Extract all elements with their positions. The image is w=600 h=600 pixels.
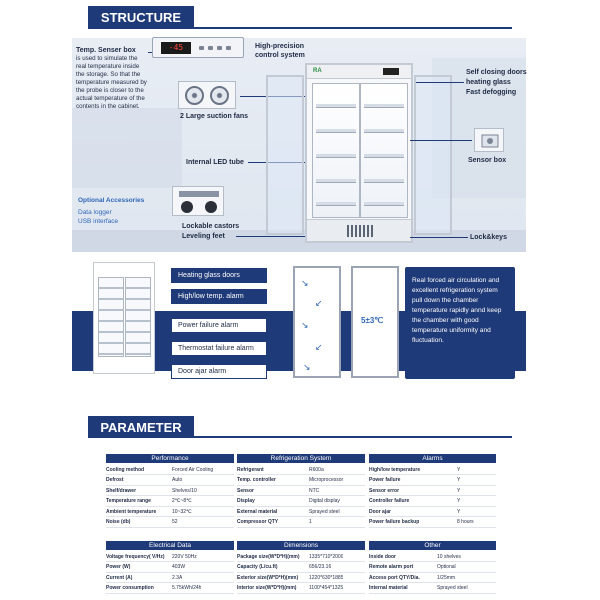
table-row xyxy=(369,507,496,517)
param-key: Power failure backup xyxy=(369,519,420,525)
control-button-icon xyxy=(208,46,213,50)
param-value: R600a xyxy=(309,466,324,473)
param-value: Optional xyxy=(437,564,456,570)
feature-thermostat-alarm: Thermostat failure alarm xyxy=(171,341,267,356)
parameter-title: PARAMETER xyxy=(88,416,194,438)
param-key: Remote alarm port xyxy=(369,564,414,570)
param-key: Access port QTY/Dia. xyxy=(369,574,420,581)
param-value: 2℃~8℃ xyxy=(172,498,192,504)
background-shape xyxy=(72,108,182,188)
fan-icon xyxy=(185,86,204,105)
temp-sensor-box-note: is used to simulate the real temperature inside the storage. So that the temperature measured by the probe is closer to the actual temperature of the contents in the cabinet. xyxy=(76,55,147,110)
param-value: Forced Air Cooling xyxy=(172,466,214,473)
airflow-diagram-right xyxy=(351,266,399,378)
table-row xyxy=(106,518,234,528)
airflow-arrow-icon: ↘ xyxy=(301,278,309,288)
temp-sensor-box-title: Temp. Senser box xyxy=(76,47,136,54)
table-row xyxy=(106,465,234,475)
lock-keys-label: Lock&keys xyxy=(470,234,507,241)
leveling-label: Leveling feet xyxy=(182,233,225,240)
fridge-display xyxy=(383,68,399,75)
param-key: Door ajar xyxy=(369,508,391,515)
param-value: Y xyxy=(457,466,461,473)
table-row xyxy=(369,486,496,496)
table-row xyxy=(106,486,234,496)
model-image xyxy=(93,262,155,374)
param-value: 1335*710*2000 xyxy=(309,553,344,560)
param-value: 5.75kWh/24h xyxy=(172,585,202,591)
param-value: Sprayed steel xyxy=(437,585,468,591)
sensor-icon xyxy=(475,129,505,153)
param-key: Interior size(W*D*H)(mm) xyxy=(237,585,297,591)
param-value: 2.3A xyxy=(172,574,183,581)
airflow-arrow-icon: ↘ xyxy=(301,320,309,330)
castors-label: Lockable castors xyxy=(182,223,240,230)
shelf xyxy=(364,202,404,206)
param-value: NTC xyxy=(309,487,320,494)
shelf xyxy=(364,129,404,133)
table-header-refrigeration: Refrigeration System xyxy=(237,454,365,463)
param-key: Power (W) xyxy=(106,564,131,570)
param-key: Defrost xyxy=(106,477,124,483)
table-header-performance: Performance xyxy=(106,454,234,463)
param-value: 10~32℃ xyxy=(172,508,192,515)
table-row xyxy=(237,465,365,475)
param-value: 403W xyxy=(172,564,186,570)
param-key: External material xyxy=(237,508,278,515)
table-row xyxy=(237,552,365,562)
table-row xyxy=(237,573,365,583)
table-header-dimensions: Dimensions xyxy=(237,541,365,550)
fan-icon xyxy=(210,86,229,105)
sensor-box-image xyxy=(474,128,504,152)
param-value: Sprayed steel xyxy=(309,508,340,515)
shelf xyxy=(364,154,404,158)
shelf xyxy=(316,202,356,206)
shelf xyxy=(316,179,356,183)
fridge-logo: RA xyxy=(313,68,322,74)
table-row xyxy=(106,584,234,594)
param-value: Y xyxy=(457,498,461,504)
param-value: Shelves/10 xyxy=(172,487,197,494)
table-row xyxy=(369,563,496,573)
mini-cabinet xyxy=(98,277,124,357)
param-key: Ambient temperature xyxy=(106,508,157,515)
airflow-arrow-icon: ↙ xyxy=(315,342,323,352)
shelf xyxy=(316,104,356,108)
table-row xyxy=(237,497,365,507)
table-row xyxy=(106,563,234,573)
param-key: Cooling method xyxy=(106,466,145,473)
param-key: Power failure xyxy=(369,477,401,483)
castor-icon xyxy=(173,187,225,217)
castor-image xyxy=(172,186,224,216)
table-header-electrical: Electrical Data xyxy=(106,541,234,550)
table-header-alarms: Alarms xyxy=(369,454,496,463)
param-key: Package size(W*D*H)(mm) xyxy=(237,553,300,560)
optional-accessories xyxy=(78,196,144,226)
table-row xyxy=(237,507,365,517)
param-value: 1220*630*1885 xyxy=(309,574,344,581)
param-value: Y xyxy=(457,508,461,515)
model-note: solid doors available xyxy=(94,383,158,390)
shelf xyxy=(316,154,356,158)
leader-line xyxy=(236,236,308,237)
shelf xyxy=(316,129,356,133)
param-value: Y xyxy=(457,487,461,494)
param-key: Inside door xyxy=(369,553,396,560)
table-row xyxy=(369,584,496,594)
param-value: 1/25mm xyxy=(437,574,456,581)
refrigerator-image xyxy=(305,63,413,243)
table-row xyxy=(237,476,365,486)
param-key: Internal material xyxy=(369,585,408,591)
param-value: Y xyxy=(457,477,461,483)
sensor-box-label: Sensor box xyxy=(468,157,507,164)
table-row xyxy=(369,497,496,507)
control-button-icon xyxy=(226,46,231,50)
table-row xyxy=(369,476,496,486)
param-key: Current (A) xyxy=(106,574,133,581)
param-key: Exterior size(W*D*H)(mm) xyxy=(237,574,299,581)
airflow-arrow-icon: ↘ xyxy=(303,362,311,372)
param-key: Noise (db) xyxy=(106,519,131,525)
high-precision-label: High-precision control system xyxy=(255,43,305,59)
mini-cabinet xyxy=(125,277,151,357)
param-key: Shelf/drawer xyxy=(106,487,137,494)
control-button-icon xyxy=(217,46,222,50)
param-value: Auto xyxy=(172,477,183,483)
param-key: Refrigerant xyxy=(237,466,264,473)
control-display: -45 xyxy=(161,42,191,54)
vent-icon xyxy=(347,225,373,237)
table-row xyxy=(106,497,234,507)
feature-door-alarm: Door ajar alarm xyxy=(171,364,267,379)
airflow-temp-label: 5±3℃ xyxy=(361,316,384,325)
table-row xyxy=(369,465,496,475)
feature-temp-alarm: High/low temp. alarm xyxy=(171,289,267,304)
self-closing-label: Self closing doors xyxy=(466,69,527,76)
optional-accessories-title: Optional Accessories xyxy=(78,197,145,204)
leader-line xyxy=(416,82,464,83)
fridge-base xyxy=(307,219,411,241)
model-caption xyxy=(84,373,168,391)
fridge-cabinet-right xyxy=(360,83,408,218)
table-row xyxy=(369,518,496,528)
fridge-door-right xyxy=(414,75,452,235)
table-header-other: Other xyxy=(369,541,496,550)
param-key: Sensor error xyxy=(369,487,400,494)
table-row xyxy=(369,552,496,562)
param-key: High/low temperature xyxy=(369,466,421,473)
leader-line xyxy=(148,52,152,53)
param-key: Sensor xyxy=(237,487,254,494)
control-button-icon xyxy=(199,46,204,50)
suction-fans-label: 2 Large suction fans xyxy=(180,113,249,120)
parameter-divider xyxy=(88,436,512,438)
param-key: Controller failure xyxy=(369,498,410,504)
table-row xyxy=(106,573,234,583)
table-row xyxy=(237,584,365,594)
airflow-diagram-left xyxy=(293,266,341,378)
table-row xyxy=(237,563,365,573)
table-row xyxy=(237,486,365,496)
param-value: 52 xyxy=(172,519,178,525)
airflow-arrow-icon: ↙ xyxy=(315,298,323,308)
leader-line xyxy=(410,237,468,238)
leader-line xyxy=(410,140,472,141)
internal-led-label: Internal LED tube xyxy=(186,159,244,166)
param-key: Capacity (L/cu.ft) xyxy=(237,564,278,570)
temp-sensor-box-callout xyxy=(76,47,148,111)
table-row xyxy=(106,476,234,486)
param-value: 656/23.16 xyxy=(309,564,332,570)
param-value: Microprocessor xyxy=(309,477,344,483)
table-row xyxy=(237,518,365,528)
param-value: 10 shelves xyxy=(437,553,461,560)
param-key: Temp. controller xyxy=(237,477,276,483)
param-key: Display xyxy=(237,498,255,504)
table-row xyxy=(369,573,496,583)
param-key: Temperature range xyxy=(106,498,151,504)
shelf xyxy=(364,104,404,108)
param-value: 8 hours xyxy=(457,519,474,525)
param-key: Compressor QTY xyxy=(237,519,279,525)
accessory-item: USB interface xyxy=(78,218,119,225)
shelf xyxy=(364,179,404,183)
param-value: 220V 50Hz xyxy=(172,553,197,560)
param-value: Digital display xyxy=(309,498,340,504)
feature-heating-glass: Heating glass doors xyxy=(171,268,267,283)
fast-defogging-label: Fast defogging xyxy=(466,89,517,96)
structure-title: STRUCTURE xyxy=(88,6,194,28)
param-value: 1 xyxy=(309,519,312,525)
fridge-door-left xyxy=(266,75,304,235)
param-key: Voltage frequency( V/Hz) xyxy=(106,553,165,560)
accessory-item: Data logger xyxy=(78,209,112,216)
airflow-description: Real forced air circulation and excellent refrigeration system pull down the chamber temperature rapidly annd keep the chamber with good temperature uniformity and fluctuation. xyxy=(405,267,515,379)
fridge-cabinet-left xyxy=(312,83,360,218)
suction-fans-image xyxy=(178,81,236,109)
control-panel-image xyxy=(152,37,244,58)
heating-glass-label: heating glass xyxy=(466,79,511,86)
structure-divider xyxy=(88,27,512,29)
fridge-top-panel xyxy=(307,65,411,79)
param-key: Power consumption xyxy=(106,585,154,591)
model-name: MPC-5V656 xyxy=(106,374,146,381)
feature-power-alarm: Power failure alarm xyxy=(171,318,267,333)
table-row xyxy=(106,507,234,517)
table-row xyxy=(106,552,234,562)
param-value: 1100*454*1325 xyxy=(309,585,344,591)
